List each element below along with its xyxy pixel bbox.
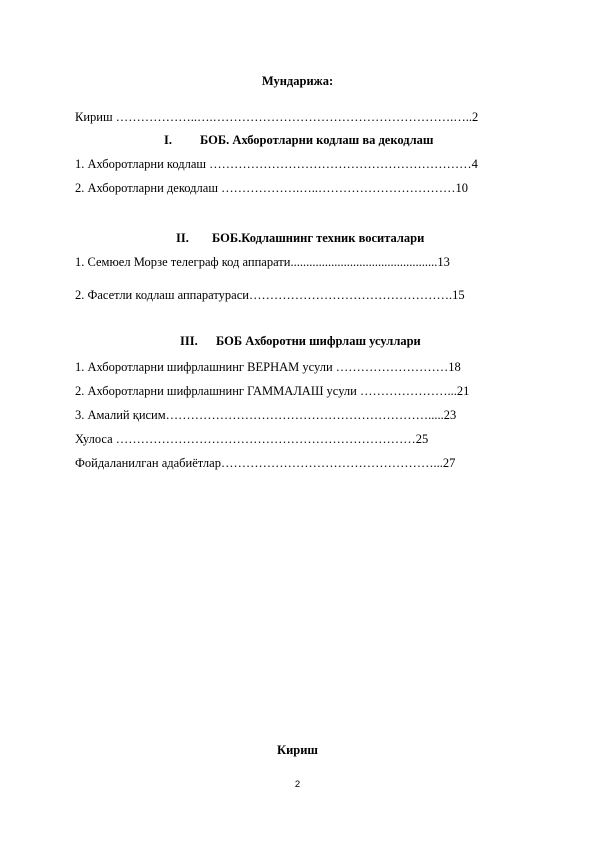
chapter1-roman: I. bbox=[164, 133, 172, 147]
toc-item: 1. Ахборотларни кодлаш ………………………………………………………4 bbox=[75, 157, 478, 171]
chapter1-title: БОБ. Ахборотларни кодлаш ва декодлаш bbox=[200, 133, 434, 147]
toc-item: 2. Ахборотларни шифрлашнинг ГАММАЛАШ усули …………………...21 bbox=[75, 384, 470, 398]
chapter3-title: БОБ Ахборотни шифрлаш усуллари bbox=[216, 334, 421, 348]
page-number: 2 bbox=[294, 779, 301, 790]
next-section-heading: Кириш bbox=[277, 743, 318, 757]
chapter3-roman: III. bbox=[180, 334, 198, 348]
toc-item: 2. Фасетли кодлаш аппаратураси………………………………………….15 bbox=[75, 288, 465, 302]
toc-item: 1. Ахборотларни шифрлашнинг ВЕРНАМ усули ………………………18 bbox=[75, 360, 461, 374]
toc-item: 2. Ахборотларни декодлаш ……………….…..……………………………10 bbox=[75, 181, 468, 195]
chapter2-roman: II. bbox=[176, 231, 189, 245]
toc-item: 1. Семюел Морзе телеграф код аппарати...............................................13 bbox=[75, 255, 450, 269]
toc-heading: Мундарижа: bbox=[261, 74, 334, 88]
toc-references: Фойдаланилган адабиётлар……………………………………………...27 bbox=[75, 456, 456, 470]
toc-intro: Кириш ………………..….………………………………………………….…..2 bbox=[75, 110, 479, 124]
toc-item: 3. Амалий қисим……………………………………………………….....23 bbox=[75, 408, 457, 422]
chapter2-title: БОБ.Кодлашнинг техник воситалари bbox=[212, 231, 425, 245]
toc-conclusion: Хулоса ………………………………………………………………25 bbox=[75, 432, 429, 446]
